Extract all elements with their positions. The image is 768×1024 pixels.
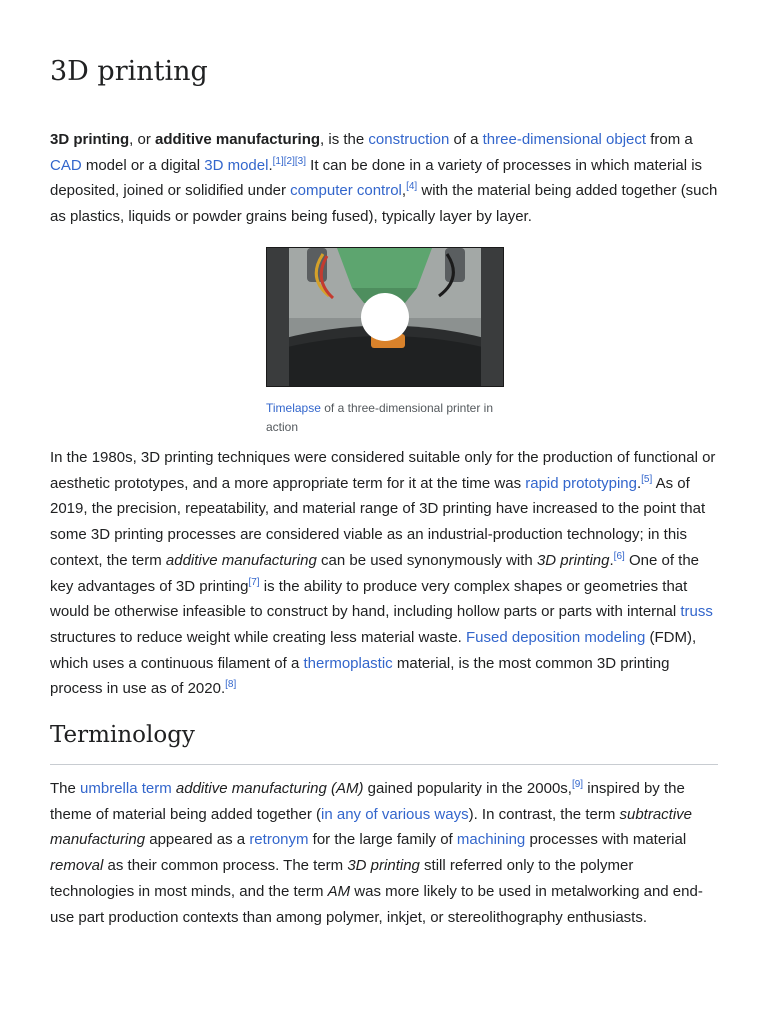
text-run: In the 1980s, 3D printing techniques were considered suitable only for the production of functional or aesthetic prototypes, and a more appropriate term for it at the time was — [50, 449, 716, 492]
history-paragraph — [50, 445, 720, 702]
italic-term: additive manufacturing — [165, 551, 317, 569]
link-fused-deposition-modeling[interactable]: Fused deposition modeling — [466, 628, 646, 646]
reference-9[interactable]: [9] — [571, 779, 584, 790]
link-cad[interactable]: CAD — [50, 156, 82, 174]
text-run: from a — [646, 131, 693, 148]
page-title: 3D printing — [50, 56, 208, 87]
link-three-dimensional-object[interactable]: three-dimensional object — [482, 131, 647, 148]
figure-printer-timelapse — [266, 247, 504, 437]
text-run: for the large family of — [308, 831, 457, 849]
italic-term: 3D printing — [347, 857, 420, 875]
text-run: (FDM), which uses a continuous filament of a — [50, 628, 697, 672]
intro-paragraph — [50, 127, 720, 230]
link-umbrella-term[interactable]: umbrella term — [80, 780, 172, 797]
text-run: , or — [129, 131, 156, 148]
text-run: . — [609, 551, 614, 569]
section-heading-terminology[interactable]: Terminology — [50, 722, 195, 748]
text-run: can be used synonymously with — [316, 551, 537, 569]
link-3d-model[interactable]: 3D model — [204, 156, 269, 174]
reference-4[interactable]: [4] — [406, 181, 418, 193]
reference-3[interactable]: [3] — [294, 155, 306, 167]
reference-1[interactable]: [1] — [272, 155, 284, 167]
text-run: , — [401, 182, 407, 200]
text-run: As of 2019, the precision, repeatability, and material range of 3D printing have increased to the point that some 3D printing processes are considered viable as an industrial-production technology; in this context, the term — [50, 474, 706, 569]
text-run: model or a digital — [81, 156, 205, 174]
text-run: . — [636, 474, 642, 492]
text-run: is the ability to produce very complex shapes or geometries that would be otherwise infeasible to construct by hand, including hollow parts or parts with internal — [50, 577, 688, 621]
text-run: material, is the most common 3D printing process in use as of 2020. — [50, 654, 670, 698]
link-retronym[interactable]: retronym — [249, 831, 309, 849]
link-rapid-prototyping[interactable]: rapid prototyping — [525, 474, 637, 492]
reference-7[interactable]: [7] — [248, 576, 260, 588]
text-run: , is the — [320, 131, 369, 148]
play-button-icon[interactable] — [360, 292, 410, 342]
text-run: inspired by the theme of material being added together ( — [50, 780, 685, 823]
text-run: It can be done in a variety of processes in which material is deposited, joined or solidified under — [50, 156, 703, 200]
text-run: appeared as a — [145, 831, 250, 849]
link-timelapse[interactable]: Timelapse — [266, 401, 321, 415]
text-run: was more likely to be used in metalworking and end-use part production contexts than among polymer, inkjet, or stereolithography enthusiasts. — [50, 882, 703, 926]
italic-term: 3D printing — [536, 551, 610, 569]
text-run: The — [50, 780, 81, 797]
italic-term: removal — [50, 857, 104, 875]
text-run: still referred only to the polymer technologies in most minds, and the term — [50, 857, 634, 900]
italic-term: additive manufacturing (AM) — [175, 780, 364, 797]
text-run: . — [268, 156, 273, 174]
link-in-any-of-various-ways[interactable]: in any of various ways — [321, 805, 469, 823]
link-construction[interactable]: construction — [368, 131, 450, 148]
text-run: processes with material — [525, 831, 687, 849]
caption-text: of a three-dimensional printer in action — [266, 401, 494, 434]
terminology-paragraph — [50, 776, 720, 930]
reference-2[interactable]: [2] — [283, 155, 295, 167]
text-run: of a — [449, 131, 483, 148]
link-thermoplastic[interactable]: thermoplastic — [303, 654, 393, 672]
bold-term: additive manufacturing — [155, 131, 321, 148]
link-machining[interactable]: machining — [456, 831, 526, 849]
section-divider — [50, 764, 718, 765]
text-run: as their common process. The term — [103, 857, 348, 875]
reference-8[interactable]: [8] — [225, 679, 237, 691]
italic-term: AM — [327, 882, 351, 900]
link-truss[interactable]: truss — [680, 603, 713, 621]
link-computer-control[interactable]: computer control — [290, 182, 402, 200]
text-run: structures to reduce weight while creating less material waste. — [50, 628, 467, 646]
reference-6[interactable]: [6] — [613, 550, 625, 562]
video-thumbnail[interactable] — [266, 247, 504, 387]
text-run: with the material being added together (such as plastics, liquids or powder grains being fused), typically layer by layer. — [50, 182, 718, 226]
figure-caption — [266, 399, 504, 437]
text-run: One of the key advantages of 3D printing — [50, 551, 700, 595]
reference-5[interactable]: [5] — [641, 473, 653, 485]
italic-term: subtractive manufacturing — [50, 805, 693, 849]
text-run: gained popularity in the 2000s, — [363, 780, 572, 797]
text-run: ). In contrast, the term — [468, 805, 620, 823]
bold-term: 3D printing — [50, 131, 130, 148]
